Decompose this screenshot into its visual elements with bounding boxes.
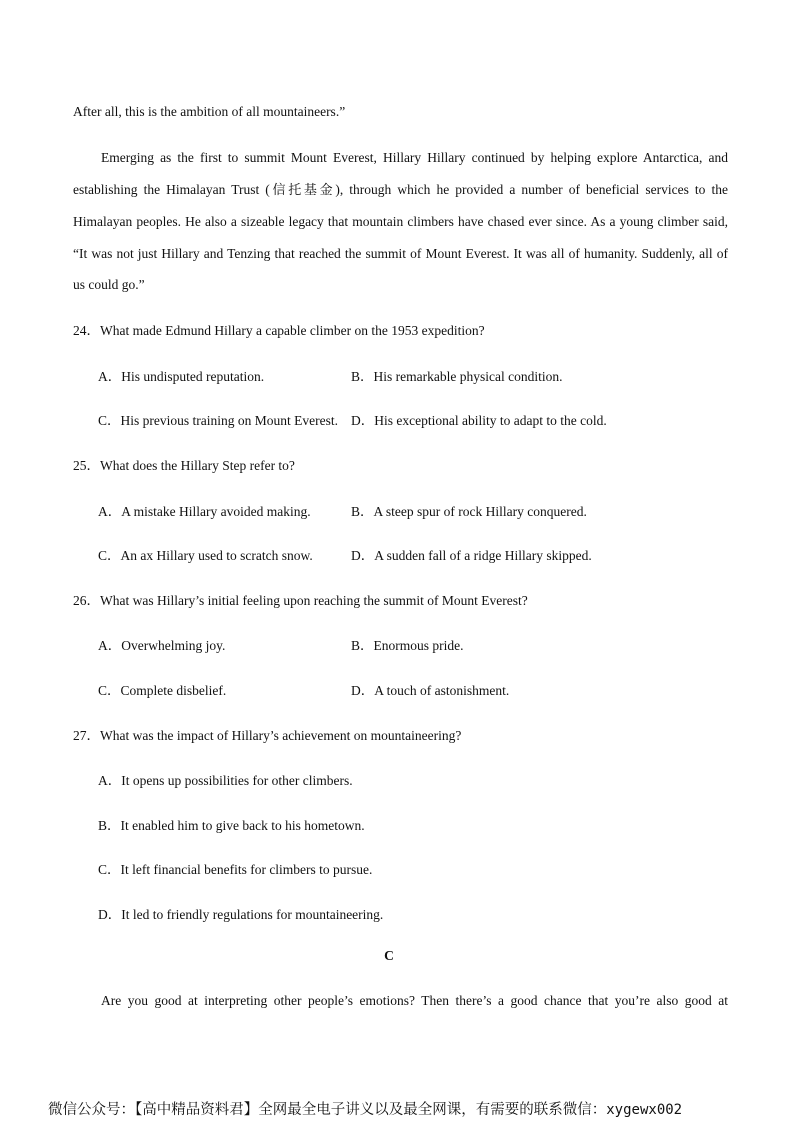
question-26-option-b: B．Enormous pride.	[351, 638, 464, 653]
question-24-option-c: C．His previous training on Mount Everest.	[98, 413, 338, 428]
question-27-option-a: A．It opens up possibilities for other climbers.	[98, 773, 353, 788]
question-24-option-d: D．His exceptional ability to adapt to the cold.	[351, 413, 607, 428]
question-27-option-d: D．It led to friendly regulations for mountaineering.	[98, 907, 384, 922]
question-24-stem: 24．What made Edmund Hillary a capable climber on the 1953 expedition?	[73, 323, 485, 338]
question-27-stem: 27．What was the impact of Hillary’s achievement on mountaineering?	[73, 728, 462, 743]
question-26-option-d: D．A touch of astonishment.	[351, 683, 510, 698]
section-heading: C	[384, 948, 394, 963]
question-26-option-c: C．Complete disbelief.	[98, 683, 227, 698]
footer-text: 微信公众号：【高中精品资料君】全网最全电子讲义以及最全网课，有需要的联系微信：	[48, 1102, 607, 1118]
question-25-option-c: C．An ax Hillary used to scratch snow.	[98, 548, 313, 563]
passage-paragraph	[73, 142, 728, 301]
passage-line-1: After all, this is the ambition of all mountaineers.”	[73, 104, 346, 119]
question-26-stem: 26．What was Hillary’s initial feeling upon reaching the summit of Mount Everest?	[73, 593, 528, 608]
question-25-option-a: A．A mistake Hillary avoided making.	[98, 504, 311, 519]
footer-banner	[48, 1098, 682, 1119]
passage-paragraph-text-2: ), through which he provided a number of beneficial services to the Himalayan peoples. He also a sizeable legacy that mountain climbers have chased ever since. As a young climber said, “It was not just Hillary and Tenzing that reached the summit of Mount Everest. It was all of humanity. Suddenly, all of us could go.”	[73, 181, 728, 293]
question-24-option-b: B．His remarkable physical condition.	[351, 369, 563, 384]
next-passage-line: Are you good at interpreting other people’s emotions? Then there’s a good chance that you’re also good at	[101, 993, 728, 1008]
question-27-option-c: C．It left financial benefits for climbers to pursue.	[98, 862, 373, 877]
question-25-option-d: D．A sudden fall of a ridge Hillary skipped.	[351, 548, 592, 563]
passage-paragraph-cjk: 信托基金	[269, 182, 336, 198]
question-27-option-b: B．It enabled him to give back to his hometown.	[98, 818, 365, 833]
passage-paragraph-text-1: Emerging as the first to summit Mount Everest, Hillary Hillary continued by helping explore Antarctica, and establishing the Himalayan Trust (	[73, 150, 728, 197]
question-25-option-b: B．A steep spur of rock Hillary conquered.	[351, 504, 587, 519]
question-25-stem: 25．What does the Hillary Step refer to?	[73, 458, 295, 473]
question-26-option-a: A．Overwhelming joy.	[98, 638, 226, 653]
footer-wechat-id: xygewx002	[606, 1102, 683, 1118]
question-24-option-a: A．His undisputed reputation.	[98, 369, 265, 384]
